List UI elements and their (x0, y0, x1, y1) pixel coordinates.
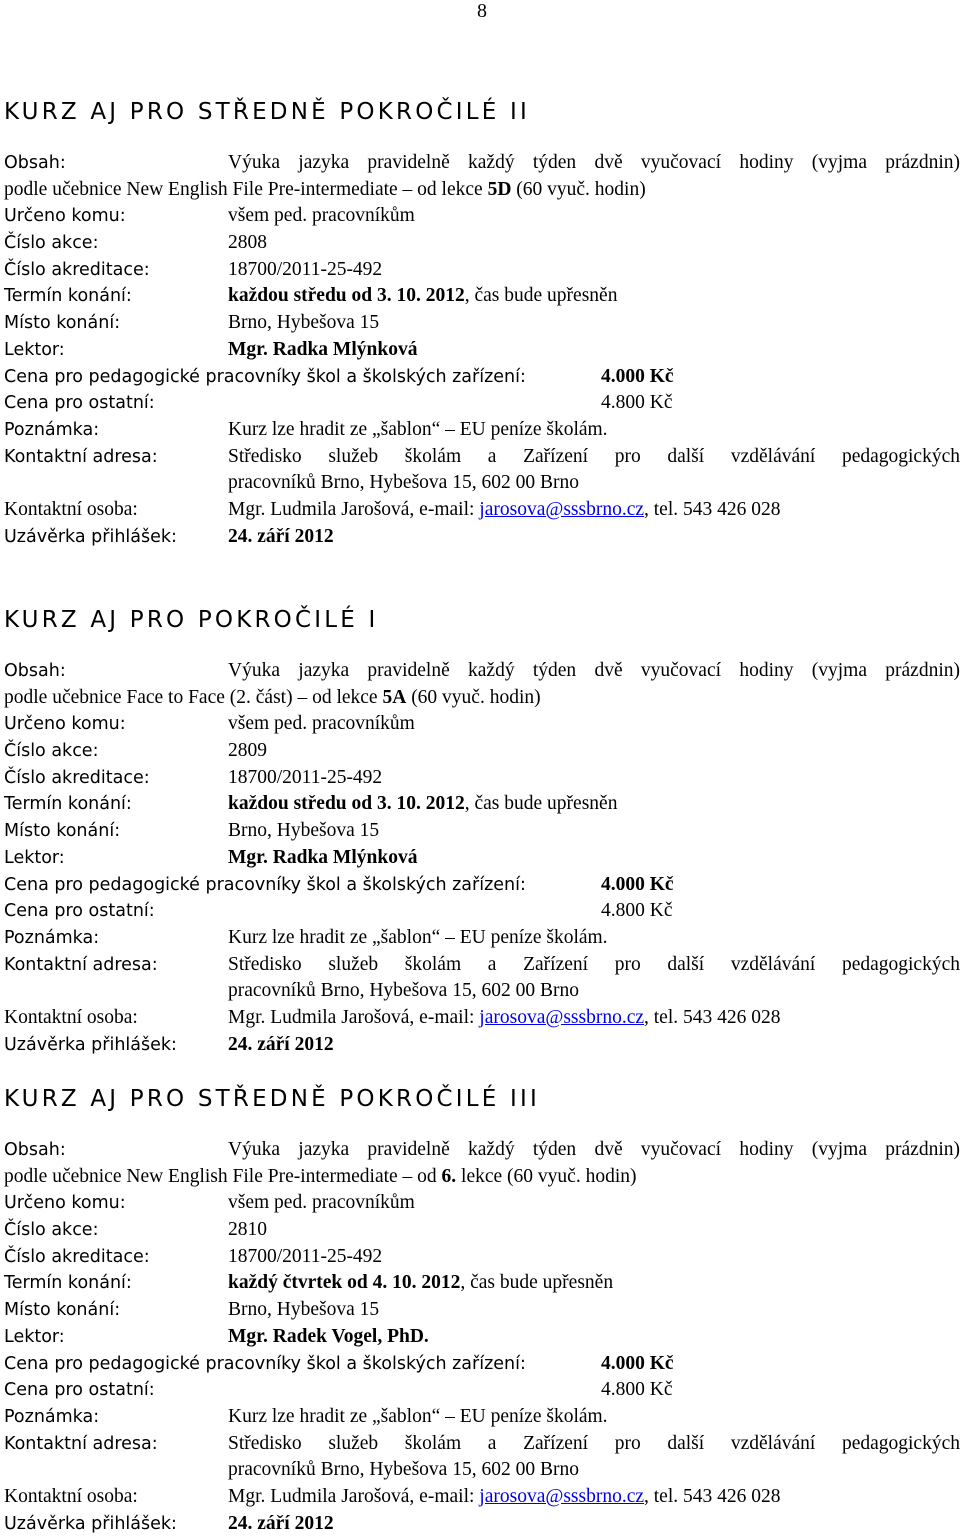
obsah-text: Výuka jazyka pravidelně každý týden dvě vyučovací hodiny (vyjma prázdnin) (228, 660, 960, 681)
osoba-label: Kontaktní osoba: (4, 1485, 138, 1507)
urceno-row (4, 203, 960, 230)
osoba-value (228, 1484, 781, 1511)
lektor-label: Lektor: (4, 339, 65, 360)
poznamka-label: Poznámka: (4, 1406, 100, 1427)
termin-row (4, 283, 960, 310)
termin-note: , čas bude upřesněn (464, 285, 618, 307)
poznamka-label: Poznámka: (4, 419, 100, 440)
osoba-value (228, 1005, 781, 1032)
obsah-text-part: podle učebnice Face to Face (2. část) – od lekce (4, 686, 383, 708)
cislo-akce-row (4, 230, 960, 257)
obsah-label: Obsah: (4, 153, 66, 173)
lektor-prefix: Mgr. (228, 846, 268, 868)
obsah-lesson: 5D (487, 178, 512, 200)
adresa-row (4, 952, 960, 979)
cena-ost-row (4, 898, 960, 925)
termin-value (228, 791, 617, 818)
akreditace-row (4, 257, 960, 284)
cena-ost-value: 4.800 Kč (601, 392, 673, 414)
misto-label: Místo konání: (4, 821, 121, 842)
osoba-label: Kontaktní osoba: (4, 1006, 138, 1028)
termin-label: Termín konání: (4, 286, 132, 307)
uzaverka-value: 24. září 2012 (228, 1512, 334, 1534)
uzaverka-label: Uzávěrka přihlášek: (4, 526, 177, 547)
cena-ped-value: 4.000 Kč (601, 365, 674, 387)
akreditace-row (4, 1244, 960, 1271)
cena-ped-value: 4.000 Kč (601, 873, 674, 895)
misto-value: Brno, Hybešova 15 (228, 820, 380, 842)
misto-row (4, 1297, 960, 1324)
termin-row (4, 1270, 960, 1297)
obsah-row (4, 150, 960, 177)
poznamka-value: Kurz lze hradit ze „šablon“ – EU peníze školám. (228, 1405, 608, 1427)
lektor-prefix: Mgr. (228, 338, 268, 360)
obsah-row-continued (4, 1164, 960, 1191)
obsah-text: Výuka jazyka pravidelně každý týden dvě vyučovací hodiny (vyjma prázdnin) (228, 152, 960, 173)
adresa-label: Kontaktní adresa: (4, 446, 158, 467)
uzaverka-value: 24. září 2012 (228, 525, 334, 547)
lektor-prefix: Mgr. (228, 1325, 268, 1347)
urceno-value: všem ped. pracovníkům (228, 713, 415, 735)
poznamka-row (4, 1404, 960, 1431)
urceno-value: všem ped. pracovníkům (228, 1192, 415, 1214)
osoba-name: Mgr. Ludmila Jarošová, e-mail: (228, 1485, 480, 1507)
obsah-row (4, 1137, 960, 1164)
akreditace-row (4, 765, 960, 792)
osoba-row (4, 1484, 960, 1511)
cislo-akce-row (4, 738, 960, 765)
akreditace-label: Číslo akreditace: (4, 259, 150, 280)
termin-value (228, 283, 617, 310)
cislo-akce-value: 2809 (228, 740, 267, 762)
lektor-name: Radka Mlýnková (272, 338, 418, 360)
adresa-line-2: pracovníků Brno, Hybešova 15, 602 00 Brno (228, 1459, 579, 1481)
cena-ped-label: Cena pro pedagogické pracovníky škol a školských zařízení: (4, 366, 526, 387)
adresa-label: Kontaktní adresa: (4, 1433, 158, 1454)
urceno-label: Určeno komu: (4, 206, 126, 227)
cena-ped-row (4, 872, 960, 899)
cena-ost-label: Cena pro ostatní: (4, 393, 155, 414)
cena-ped-row (4, 1351, 960, 1378)
cena-ped-row (4, 364, 960, 391)
termin-date: každou středu od 3. 10. 2012 (228, 285, 465, 307)
adresa-line-1: Středisko služeb školám a Zařízení pro další vzdělávání pedagogických (228, 445, 960, 467)
lektor-label: Lektor: (4, 1326, 65, 1347)
urceno-row (4, 711, 960, 738)
cena-ost-label: Cena pro ostatní: (4, 901, 155, 922)
termin-date: každou středu od 3. 10. 2012 (228, 793, 465, 815)
poznamka-row (4, 417, 960, 444)
lektor-value (228, 845, 417, 872)
adresa-row-continued (4, 1457, 960, 1484)
obsah-text-part: podle učebnice New English File Pre-intermediate – od lekce (4, 178, 488, 200)
uzaverka-row (4, 524, 960, 551)
poznamka-label: Poznámka: (4, 927, 100, 948)
adresa-row (4, 444, 960, 471)
osoba-phone: , tel. 543 426 028 (644, 498, 781, 520)
lektor-value (228, 1324, 429, 1351)
misto-label: Místo konání: (4, 1300, 121, 1321)
obsah-label: Obsah: (4, 661, 66, 681)
akreditace-value: 18700/2011-25-492 (228, 766, 383, 788)
cena-ost-value: 4.800 Kč (601, 900, 673, 922)
obsah-row-continued (4, 177, 960, 204)
obsah-row (4, 658, 960, 685)
lektor-row (4, 1324, 960, 1351)
osoba-name: Mgr. Ludmila Jarošová, e-mail: (228, 498, 480, 520)
adresa-row-continued (4, 978, 960, 1005)
adresa-row-continued (4, 470, 960, 497)
cena-ped-value: 4.000 Kč (601, 1352, 674, 1374)
lektor-value (228, 337, 417, 364)
obsah-text-part: podle učebnice New English File Pre-intermediate – od (4, 1165, 442, 1187)
course-section (4, 1083, 960, 1537)
email-link[interactable]: jarosova@sssbrno.cz (479, 498, 645, 520)
osoba-phone: , tel. 543 426 028 (644, 1006, 781, 1028)
obsah-label: Obsah: (4, 1140, 66, 1160)
lektor-label: Lektor: (4, 847, 65, 868)
uzaverka-label: Uzávěrka přihlášek: (4, 1513, 177, 1534)
page-number: 8 (477, 0, 487, 22)
cislo-akce-value: 2810 (228, 1219, 267, 1241)
course-title: KURZ AJ PRO STŘEDNĚ POKROČILÉ II (4, 99, 530, 125)
adresa-line-1: Středisko služeb školám a Zařízení pro další vzdělávání pedagogických (228, 953, 960, 975)
termin-label: Termín konání: (4, 1273, 132, 1294)
adresa-row (4, 1431, 960, 1458)
obsah-hours: lekce (60 vyuč. hodin) (456, 1165, 637, 1187)
poznamka-row (4, 925, 960, 952)
obsah-text: Výuka jazyka pravidelně každý týden dvě vyučovací hodiny (vyjma prázdnin) (228, 1139, 960, 1160)
akreditace-value: 18700/2011-25-492 (228, 1245, 383, 1267)
poznamka-value: Kurz lze hradit ze „šablon“ – EU peníze školám. (228, 926, 608, 948)
course-title: KURZ AJ PRO POKROČILÉ I (4, 607, 379, 633)
lektor-name: Radek Vogel, PhD. (272, 1325, 429, 1347)
lektor-row (4, 337, 960, 364)
termin-note: , čas bude upřesněn (464, 793, 618, 815)
adresa-line-1: Středisko služeb školám a Zařízení pro další vzdělávání pedagogických (228, 1432, 960, 1454)
termin-date: každý čtvrtek od 4. 10. 2012 (228, 1272, 461, 1294)
lektor-name: Radka Mlýnková (272, 846, 418, 868)
obsah-row-continued (4, 685, 960, 712)
cena-ost-value: 4.800 Kč (601, 1379, 673, 1401)
uzaverka-value: 24. září 2012 (228, 1033, 334, 1055)
cislo-akce-label: Číslo akce: (4, 741, 99, 762)
cislo-akce-label: Číslo akce: (4, 233, 99, 254)
misto-value: Brno, Hybešova 15 (228, 312, 380, 334)
misto-row (4, 310, 960, 337)
termin-label: Termín konání: (4, 794, 132, 815)
osoba-name: Mgr. Ludmila Jarošová, e-mail: (228, 1006, 480, 1028)
obsah-hours: (60 vyuč. hodin) (406, 686, 541, 708)
uzaverka-row (4, 1032, 960, 1059)
urceno-value: všem ped. pracovníkům (228, 205, 415, 227)
termin-value (228, 1270, 613, 1297)
lektor-row (4, 845, 960, 872)
urceno-label: Určeno komu: (4, 714, 126, 735)
misto-row (4, 818, 960, 845)
cena-ped-label: Cena pro pedagogické pracovníky škol a školských zařízení: (4, 874, 526, 895)
obsah-hours: (60 vyuč. hodin) (511, 178, 646, 200)
misto-value: Brno, Hybešova 15 (228, 1299, 380, 1321)
termin-note: , čas bude upřesněn (460, 1272, 614, 1294)
email-link[interactable]: jarosova@sssbrno.cz (479, 1485, 645, 1507)
osoba-row (4, 1005, 960, 1032)
adresa-label: Kontaktní adresa: (4, 954, 158, 975)
adresa-line-2: pracovníků Brno, Hybešova 15, 602 00 Brno (228, 472, 579, 494)
course-section (4, 604, 960, 1058)
uzaverka-row (4, 1511, 960, 1538)
misto-label: Místo konání: (4, 313, 121, 334)
cislo-akce-label: Číslo akce: (4, 1220, 99, 1241)
osoba-label: Kontaktní osoba: (4, 498, 138, 520)
termin-row (4, 791, 960, 818)
cislo-akce-value: 2808 (228, 232, 267, 254)
cena-ped-label: Cena pro pedagogické pracovníky škol a školských zařízení: (4, 1353, 526, 1374)
adresa-line-2: pracovníků Brno, Hybešova 15, 602 00 Brno (228, 980, 579, 1002)
urceno-row (4, 1190, 960, 1217)
obsah-lesson: 6. (441, 1165, 457, 1187)
course-title: KURZ AJ PRO STŘEDNĚ POKROČILÉ III (4, 1086, 540, 1112)
course-section (4, 96, 960, 550)
uzaverka-label: Uzávěrka přihlášek: (4, 1034, 177, 1055)
email-link[interactable]: jarosova@sssbrno.cz (479, 1006, 645, 1028)
akreditace-label: Číslo akreditace: (4, 767, 150, 788)
osoba-row (4, 497, 960, 524)
osoba-phone: , tel. 543 426 028 (644, 1485, 781, 1507)
cena-ost-label: Cena pro ostatní: (4, 1380, 155, 1401)
cena-ost-row (4, 390, 960, 417)
akreditace-label: Číslo akreditace: (4, 1246, 150, 1267)
osoba-value (228, 497, 781, 524)
poznamka-value: Kurz lze hradit ze „šablon“ – EU peníze školám. (228, 418, 608, 440)
akreditace-value: 18700/2011-25-492 (228, 258, 383, 280)
cislo-akce-row (4, 1217, 960, 1244)
obsah-lesson: 5A (382, 686, 407, 708)
urceno-label: Určeno komu: (4, 1193, 126, 1214)
cena-ost-row (4, 1377, 960, 1404)
